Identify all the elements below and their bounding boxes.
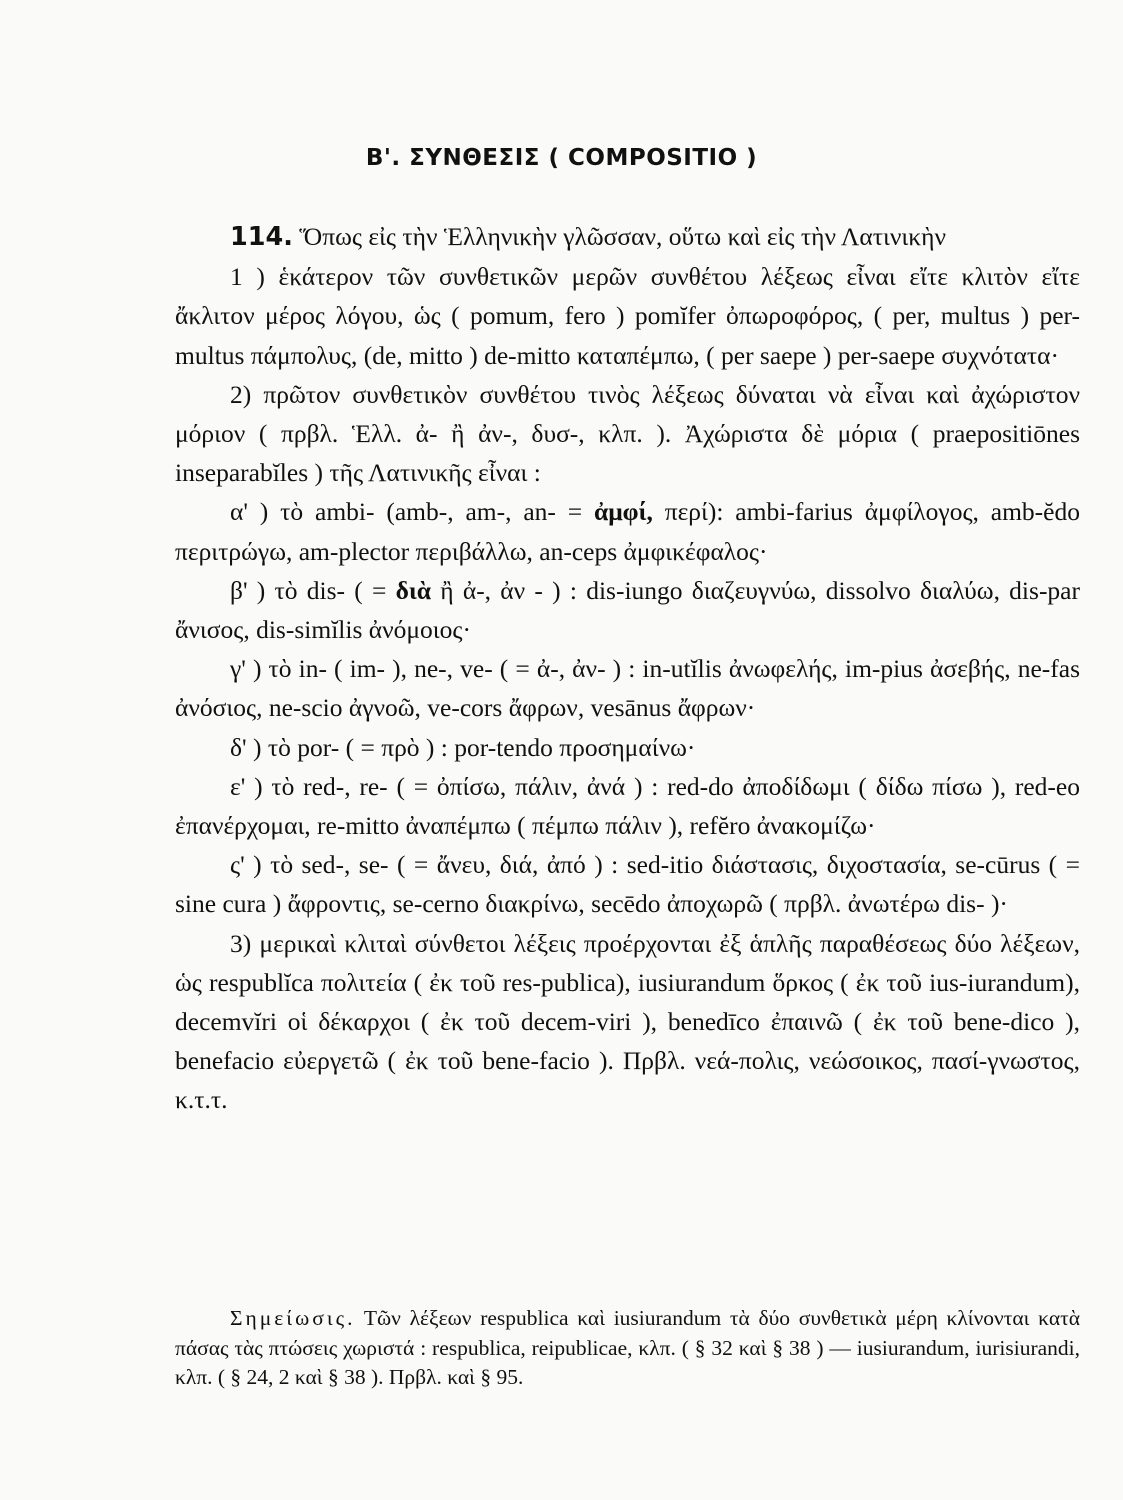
footnote-label: Σημείωσις.: [230, 1306, 356, 1330]
chapter-heading: Β'. ΣΥΝΘΕΣΙΣ ( COMPOSITIO ): [365, 145, 758, 171]
subitem-b-pre: β' ) τὸ dis- ( =: [230, 575, 396, 605]
subitem-b: [175, 571, 1080, 649]
item-2: 2) πρῶτον συνθετικὸν συνθέτου τινὸς λέξεως δύναται νὰ εἶναι καὶ ἀχώριστον μόριον ( πρβλ. Ἑλλ. ἀ- ἢ ἀν-, δυσ-, κλπ. ). Ἀχώριστα δὲ μόρια ( praepositiōnes inseparabĭles ) τῆς Λατινικῆς εἶναι :: [175, 379, 1080, 488]
footnote-text: Τῶν λέξεων respublica καὶ iusiurandum τὰ δύο συνθετικὰ μέρη κλίνονται κατὰ πάσας τὰς πτώσεις χωριστά : respublica, reipublicae, κλπ. ( § 32 καὶ § 38 ) — iusiurandum, iurisiurandi, κλπ. ( § 24, 2 καὶ § 38 ). Πρβλ. καὶ § 95.: [175, 1306, 1080, 1389]
footnote-paragraph: [175, 1304, 1080, 1393]
subitem-f: ς' ) τὸ sed-, se- ( = ἄνευ, διά, ἀπό ) : sed-itio διάστασις, διχοστασία, se-cūrus ( = sine cura ) ἄφροντις, se-cerno διακρίνω, secēdo ἀποχωρῶ ( πρβλ. ἀνωτέρω dis- )·: [175, 850, 1080, 919]
subitem-b-post: ἢ ἀ-, ἀν - ) : dis-iungo διαζευγνύω, dissolvo διαλύω, dis-par ἄνισος, dis-simĭlis ἀνόμοιος·: [175, 575, 1080, 645]
subitem-a-bold: ἀμφί,: [593, 497, 653, 527]
subitem-d: δ' ) τὸ por- ( = πρὸ ) : por-tendo προσημαίνω·: [230, 732, 696, 762]
subitem-b-bold: διὰ: [395, 575, 432, 605]
subitem-a-post: περί): ambi-farius ἀμφίλογος, amb-ĕdo περιτρώγω, am-plector περιβάλλω, an-ceps ἀμφικέφαλος·: [175, 497, 1080, 566]
section-body: [175, 217, 1080, 1120]
section-intro-text: Ὅπως εἰς τὴν Ἑλληνικὴν γλῶσσαν, οὕτω καὶ εἰς τὴν Λατινικὴν: [299, 222, 946, 251]
footnote: [175, 1304, 1080, 1393]
item-1: 1 ) ἑκάτερον τῶν συνθετικῶν μερῶν συνθέτου λέξεως εἶναι εἴτε κλιτὸν εἴτε ἄκλιτον μέρος λόγου, ὡς ( pomum, fero ) pomĭfer ὀπωροφόρος, ( per, multus ) per-multus πάμπολυς, (de, mitto ) de-mitto καταπέμπω, ( per saepe ) per-saepe συχνότατα·: [175, 262, 1080, 370]
section-number: 114.: [230, 222, 293, 252]
section-intro: [175, 217, 1080, 257]
subitem-a: [175, 492, 1080, 570]
subitem-c: γ' ) τὸ in- ( im- ), ne-, ve- ( = ἀ-, ἀν- ) : in-utĭlis ἀνωφελής, im-pius ἀσεβής, ne-fas ἀνόσιος, ne-scio ἀγνοῶ, ve-cors ἄφρων, vesānus ἄφρων·: [175, 654, 1080, 723]
subitem-e: ε' ) τὸ red-, re- ( = ὀπίσω, πάλιν, ἀνά ) : red-do ἀποδίδωμι ( δίδω πίσω ), red-eo ἐπανέρχομαι, re-mitto ἀναπέμπω ( πέμπω πάλιν ), refĕro ἀνακομίζω·: [175, 771, 1080, 841]
item-3: 3) μερικαὶ κλιταὶ σύνθετοι λέξεις προέρχονται ἐξ ἁπλῆς παραθέσεως δύο λέξεων, ὡς respublĭca πολιτεία ( ἐκ τοῦ res-publica), iusiurandum ὅρκος ( ἐκ τοῦ ius-iurandum), decemvĭri οἱ δέκαρχοι ( ἐκ τοῦ decem-viri ), benedīco ἐπαινῶ ( ἐκ τοῦ bene-dico ), benefacio εὐεργετῶ ( ἐκ τοῦ bene-facio ). Πρβλ. νεά-πολις, νεώσοικος, πασί-γνωστος, κ.τ.τ.: [175, 928, 1080, 1115]
subitem-a-pre: α' ) τὸ ambi- (amb-, am-, an- =: [230, 497, 594, 527]
